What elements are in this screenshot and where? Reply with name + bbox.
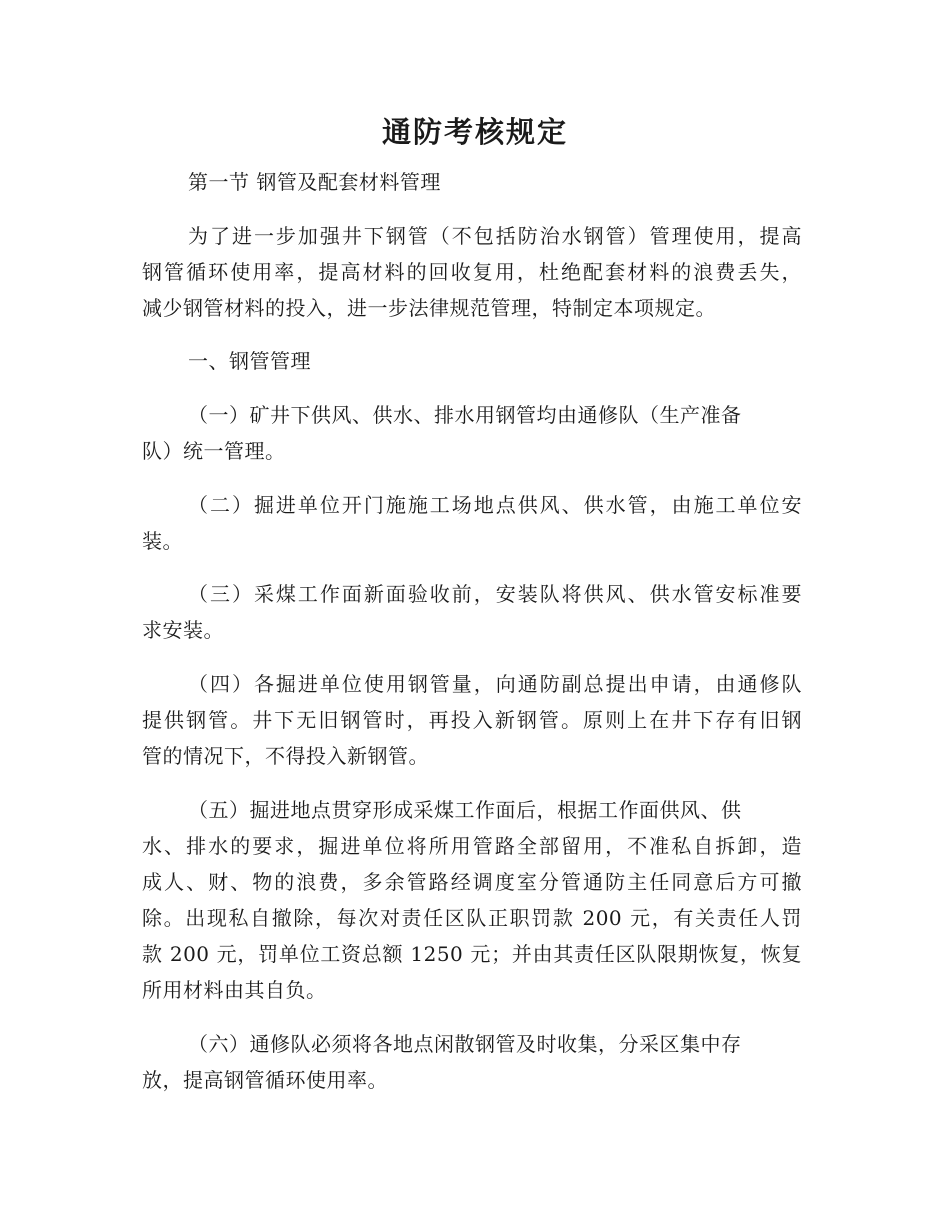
intro-line-2: 钢管循环使用率，提高材料的回收复用，杜绝配套材料的浪费丢失， xyxy=(142,260,802,284)
item4-line-2: 提供钢管。井下无旧钢管时，再投入新钢管。原则上在井下存有旧钢 xyxy=(142,708,802,732)
item5-line-3: 成人、财、物的浪费，多余管路经调度室分管通防主任同意后方可撤 xyxy=(142,870,802,894)
item1-line-2: 队）统一管理。 xyxy=(142,439,286,463)
intro-line-1: 为了进一步加强井下钢管（不包括防治水钢管）管理使用，提高 xyxy=(188,224,802,248)
item2-line-2: 装。 xyxy=(142,529,183,553)
document-title: 通防考核规定 xyxy=(381,115,568,149)
item4-line-3: 管的情况下，不得投入新钢管。 xyxy=(142,744,429,768)
subheading-steel-pipe: 一、钢管管理 xyxy=(188,349,311,373)
item6-line-2: 放，提高钢管循环使用率。 xyxy=(142,1068,388,1092)
item5-line-1: （五）掘进地点贯穿形成采煤工作面后，根据工作面供风、供 xyxy=(188,798,742,822)
item3-line-1: （三）采煤工作面新面验收前，安装队将供风、供水管安标准要 xyxy=(188,582,802,606)
item5-line-2: 水、排水的要求，掘进单位将所用管路全部留用，不准私自拆卸，造 xyxy=(142,834,802,858)
item4-line-1: （四）各掘进单位使用钢管量，向通防副总提出申请，由通修队 xyxy=(188,672,802,696)
item5-line-5: 款 200 元，罚单位工资总额 1250 元；并由其责任区队限期恢复，恢复 xyxy=(142,942,802,966)
item3-line-2: 求安装。 xyxy=(142,618,224,642)
item5-line-6: 所用材料由其自负。 xyxy=(142,978,327,1002)
item1-line-1: （一）矿井下供风、供水、排水用钢管均由通修队（生产准备 xyxy=(188,403,742,427)
section-heading: 第一节 钢管及配套材料管理 xyxy=(188,170,441,194)
item5-line-4: 除。出现私自撤除，每次对责任区队正职罚款 200 元，有关责任人罚 xyxy=(142,906,802,930)
item2-line-1: （二）掘进单位开门施施工场地点供风、供水管，由施工单位安 xyxy=(188,493,802,517)
intro-line-3: 减少钢管材料的投入，进一步法律规范管理，特制定本项规定。 xyxy=(142,296,716,320)
item6-line-1: （六）通修队必须将各地点闲散钢管及时收集，分采区集中存 xyxy=(188,1032,742,1056)
